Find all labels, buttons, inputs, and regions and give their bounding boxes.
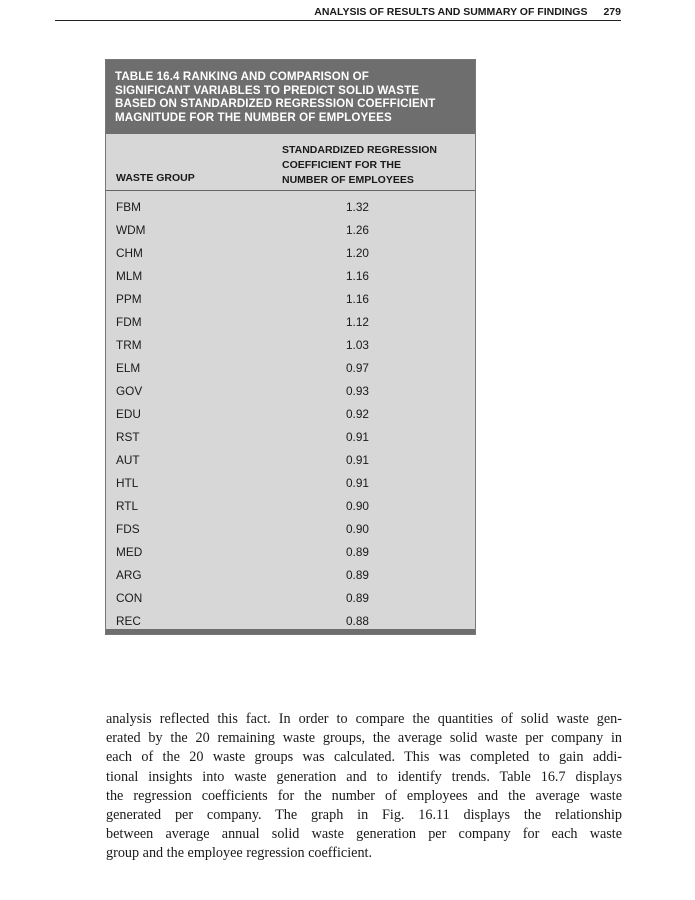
coefficient-cell: 0.97	[346, 361, 369, 375]
coefficient-cell: 1.03	[346, 338, 369, 352]
coefficient-cell: 1.26	[346, 223, 369, 237]
waste-group-cell: RST	[116, 430, 140, 444]
coefficient-cell: 0.91	[346, 453, 369, 467]
table-row	[106, 265, 475, 288]
coefficient-cell: 0.89	[346, 545, 369, 559]
table-row	[106, 518, 475, 541]
table-row	[106, 426, 475, 449]
waste-group-cell: REC	[116, 614, 141, 628]
column-header-line: STANDARDIZED REGRESSION	[282, 144, 437, 156]
paragraph-line: erated by the 20 remaining waste groups, the average solid waste per company in	[106, 730, 622, 747]
caption-line: MAGNITUDE FOR THE NUMBER OF EMPLOYEES	[115, 110, 392, 124]
table-16-4	[105, 59, 476, 635]
waste-group-cell: RTL	[116, 499, 139, 513]
table-row	[106, 403, 475, 426]
table-column-headers	[106, 134, 475, 191]
paragraph-line: between average annual solid waste generation per company for each waste	[106, 826, 622, 843]
running-header-title: ANALYSIS OF RESULTS AND SUMMARY OF FINDINGS	[314, 6, 588, 18]
table-caption	[106, 60, 475, 134]
page-number: 279	[603, 6, 621, 18]
coefficient-cell: 1.32	[346, 200, 369, 214]
waste-group-cell: TRM	[116, 338, 142, 352]
table-row	[106, 541, 475, 564]
coefficient-cell: 1.16	[346, 269, 369, 283]
waste-group-cell: FDS	[116, 522, 140, 536]
waste-group-cell: ARG	[116, 568, 142, 582]
waste-group-cell: GOV	[116, 384, 143, 398]
waste-group-cell: HTL	[116, 476, 139, 490]
table-row	[106, 587, 475, 610]
table-row	[106, 288, 475, 311]
table-row	[106, 472, 475, 495]
table-row	[106, 242, 475, 265]
coefficient-cell: 0.91	[346, 430, 369, 444]
table-row	[106, 357, 475, 380]
paragraph-line: each of the 20 waste groups was calculated. This was completed to gain addi-	[106, 749, 622, 766]
table-row	[106, 449, 475, 472]
column-header-waste-group: WASTE GROUP	[116, 172, 195, 184]
waste-group-cell: EDU	[116, 407, 141, 421]
running-header	[55, 6, 621, 21]
waste-group-cell: CON	[116, 591, 143, 605]
waste-group-cell: PPM	[116, 292, 142, 306]
table-row	[106, 196, 475, 219]
table-body	[106, 191, 475, 633]
body-paragraph	[106, 710, 622, 864]
column-header-coefficient	[282, 143, 462, 188]
table-row	[106, 564, 475, 587]
waste-group-cell: WDM	[116, 223, 146, 237]
paragraph-line: tional insights into waste generation and to identify trends. Table 16.7 displays	[106, 768, 622, 785]
coefficient-cell: 0.89	[346, 568, 369, 582]
table-bottom-rule	[106, 629, 475, 634]
coefficient-cell: 0.88	[346, 614, 369, 628]
coefficient-cell: 1.20	[346, 246, 369, 260]
coefficient-cell: 0.89	[346, 591, 369, 605]
waste-group-cell: FDM	[116, 315, 142, 329]
coefficient-cell: 1.12	[346, 315, 369, 329]
paragraph-line: group and the employee regression coefficient.	[106, 845, 373, 862]
table-row	[106, 495, 475, 518]
waste-group-cell: MLM	[116, 269, 143, 283]
coefficient-cell: 0.90	[346, 499, 369, 513]
coefficient-cell: 0.91	[346, 476, 369, 490]
waste-group-cell: AUT	[116, 453, 140, 467]
caption-line: TABLE 16.4 RANKING AND COMPARISON OF	[115, 70, 369, 83]
paragraph-line: generated per company. The graph in Fig. 16.11 displays the relationship	[106, 807, 622, 824]
table-row	[106, 219, 475, 242]
coefficient-cell: 0.90	[346, 522, 369, 536]
caption-line: SIGNIFICANT VARIABLES TO PREDICT SOLID WASTE	[115, 83, 420, 97]
caption-line: BASED ON STANDARDIZED REGRESSION COEFFICIENT	[115, 97, 436, 110]
column-header-line: COEFFICIENT FOR THE	[282, 159, 401, 171]
coefficient-cell: 0.93	[346, 384, 369, 398]
column-header-line: NUMBER OF EMPLOYEES	[282, 174, 414, 186]
coefficient-cell: 1.16	[346, 292, 369, 306]
paragraph-line: analysis reflected this fact. In order to compare the quantities of solid waste gen-	[106, 711, 622, 727]
table-row	[106, 334, 475, 357]
waste-group-cell: ELM	[116, 361, 141, 375]
waste-group-cell: MED	[116, 545, 143, 559]
paragraph-line: the regression coefficients for the number of employees and the average waste	[106, 787, 622, 804]
coefficient-cell: 0.92	[346, 407, 369, 421]
table-row	[106, 311, 475, 334]
waste-group-cell: FBM	[116, 200, 141, 214]
waste-group-cell: CHM	[116, 246, 143, 260]
table-row	[106, 380, 475, 403]
